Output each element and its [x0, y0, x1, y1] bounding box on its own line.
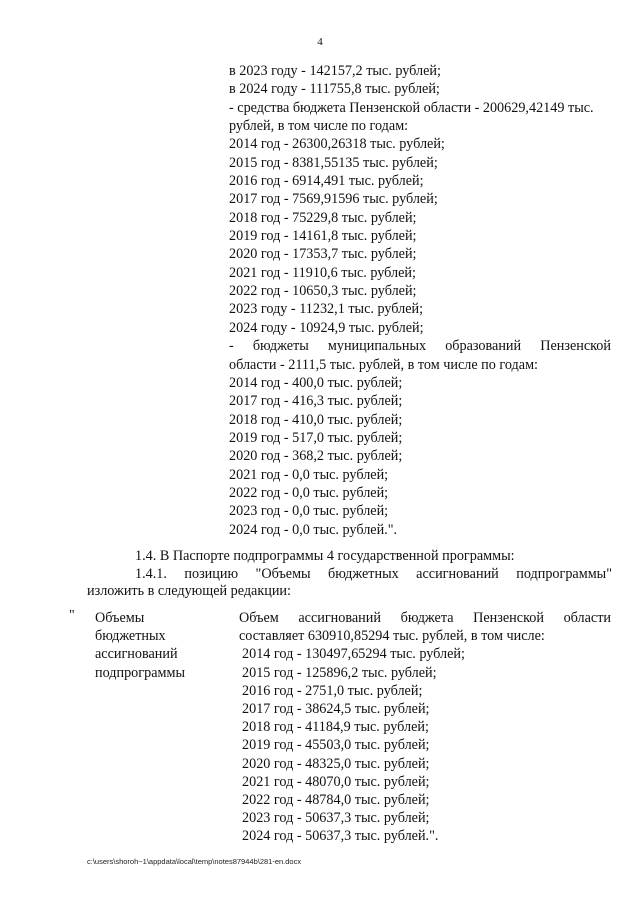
- regional-year-line: 2019 год - 14161,8 тыс. рублей;: [229, 228, 417, 245]
- label-line: бюджетных: [95, 628, 166, 645]
- allocation-year-line: 2022 год - 48784,0 тыс. рублей;: [242, 792, 430, 809]
- opening-quote-mark: ": [69, 608, 75, 623]
- text-line: в 2023 году - 142157,2 тыс. рублей;: [229, 63, 441, 79]
- municipal-year-line: 2019 год - 517,0 тыс. рублей;: [229, 429, 403, 446]
- section-heading: 1.4. В Паспорте подпрограммы 4 государственной программы:: [135, 548, 515, 564]
- position-line-1: 1.4.1. позицию "Объемы бюджетных ассигнований подпрограммы": [135, 566, 612, 582]
- regional-year-line: 2018 год - 75229,8 тыс. рублей;: [229, 209, 417, 226]
- allocation-intro: Объем ассигнований бюджета Пензенской области: [239, 610, 611, 626]
- allocation-year-line: 2019 год - 45503,0 тыс. рублей;: [242, 737, 430, 754]
- allocation-intro-cont: составляет 630910,85294 тыс. рублей, в том числе:: [239, 628, 545, 645]
- allocation-year-line: 2021 год - 48070,0 тыс. рублей;: [242, 773, 430, 790]
- passport-row-label: [95, 609, 235, 682]
- municipal-year-line: 2022 год - 0,0 тыс. рублей;: [229, 484, 389, 501]
- regional-year-line: 2023 году - 11232,1 тыс. рублей;: [229, 301, 424, 318]
- regional-budget-intro: - средства бюджета Пензенской области - 200629,42149 тыс.: [229, 99, 594, 116]
- page-number: 4: [317, 36, 323, 48]
- regional-year-line: 2014 год - 26300,26318 тыс. рублей;: [229, 136, 445, 153]
- text-line: в 2024 году - 111755,8 тыс. рублей;: [229, 81, 440, 98]
- allocation-year-line: 2016 год - 2751,0 тыс. рублей;: [242, 682, 423, 699]
- label-line: Объемы: [95, 610, 145, 626]
- regional-year-line: 2021 год - 11910,6 тыс. рублей;: [229, 264, 416, 281]
- regional-year-line: 2020 год - 17353,7 тыс. рублей;: [229, 246, 417, 263]
- document-file-path: c:\users\shoroh~1\appdata\local\temp\notes87944b\281-en.docx: [87, 857, 302, 866]
- allocation-year-line: 2024 год - 50637,3 тыс. рублей.".: [242, 828, 439, 845]
- regional-year-line: 2024 году - 10924,9 тыс. рублей;: [229, 319, 424, 336]
- regional-year-line: 2016 год - 6914,491 тыс. рублей;: [229, 173, 424, 190]
- allocation-year-line: 2018 год - 41184,9 тыс. рублей;: [242, 719, 429, 736]
- allocation-year-line: 2014 год - 130497,65294 тыс. рублей;: [242, 646, 465, 663]
- allocation-year-line: 2020 год - 48325,0 тыс. рублей;: [242, 755, 430, 772]
- municipal-budget-intro-cont: области - 2111,5 тыс. рублей, в том числе по годам:: [229, 356, 538, 373]
- passport-row-content: [239, 609, 611, 846]
- municipal-year-line: 2018 год - 410,0 тыс. рублей;: [229, 411, 403, 428]
- regional-year-line: 2015 год - 8381,55135 тыс. рублей;: [229, 154, 438, 171]
- regional-year-line: 2022 год - 10650,3 тыс. рублей;: [229, 283, 417, 300]
- position-line-2: изложить в следующей редакции:: [87, 583, 291, 600]
- label-line: ассигнований: [95, 646, 178, 663]
- municipal-year-line: 2017 год - 416,3 тыс. рублей;: [229, 393, 403, 410]
- allocation-year-line: 2015 год - 125896,2 тыс. рублей;: [242, 664, 437, 681]
- allocation-year-line: 2017 год - 38624,5 тыс. рублей;: [242, 701, 430, 718]
- municipal-budget-intro: - бюджеты муниципальных образований Пензенской: [229, 338, 611, 355]
- municipal-year-line: 2021 год - 0,0 тыс. рублей;: [229, 466, 389, 483]
- allocation-year-line: 2023 год - 50637,3 тыс. рублей;: [242, 810, 430, 827]
- regional-budget-intro-cont: рублей, в том числе по годам:: [229, 118, 409, 135]
- municipal-year-line: 2014 год - 400,0 тыс. рублей;: [229, 374, 403, 391]
- position-paragraph: [87, 566, 612, 601]
- funding-continuation-block: [229, 62, 611, 539]
- municipal-year-line: 2020 год - 368,2 тыс. рублей;: [229, 448, 403, 465]
- municipal-year-line: 2024 год - 0,0 тыс. рублей.".: [229, 521, 398, 538]
- municipal-year-line: 2023 год - 0,0 тыс. рублей;: [229, 503, 389, 520]
- regional-year-line: 2017 год - 7569,91596 тыс. рублей;: [229, 191, 438, 208]
- label-line: подпрограммы: [95, 664, 185, 681]
